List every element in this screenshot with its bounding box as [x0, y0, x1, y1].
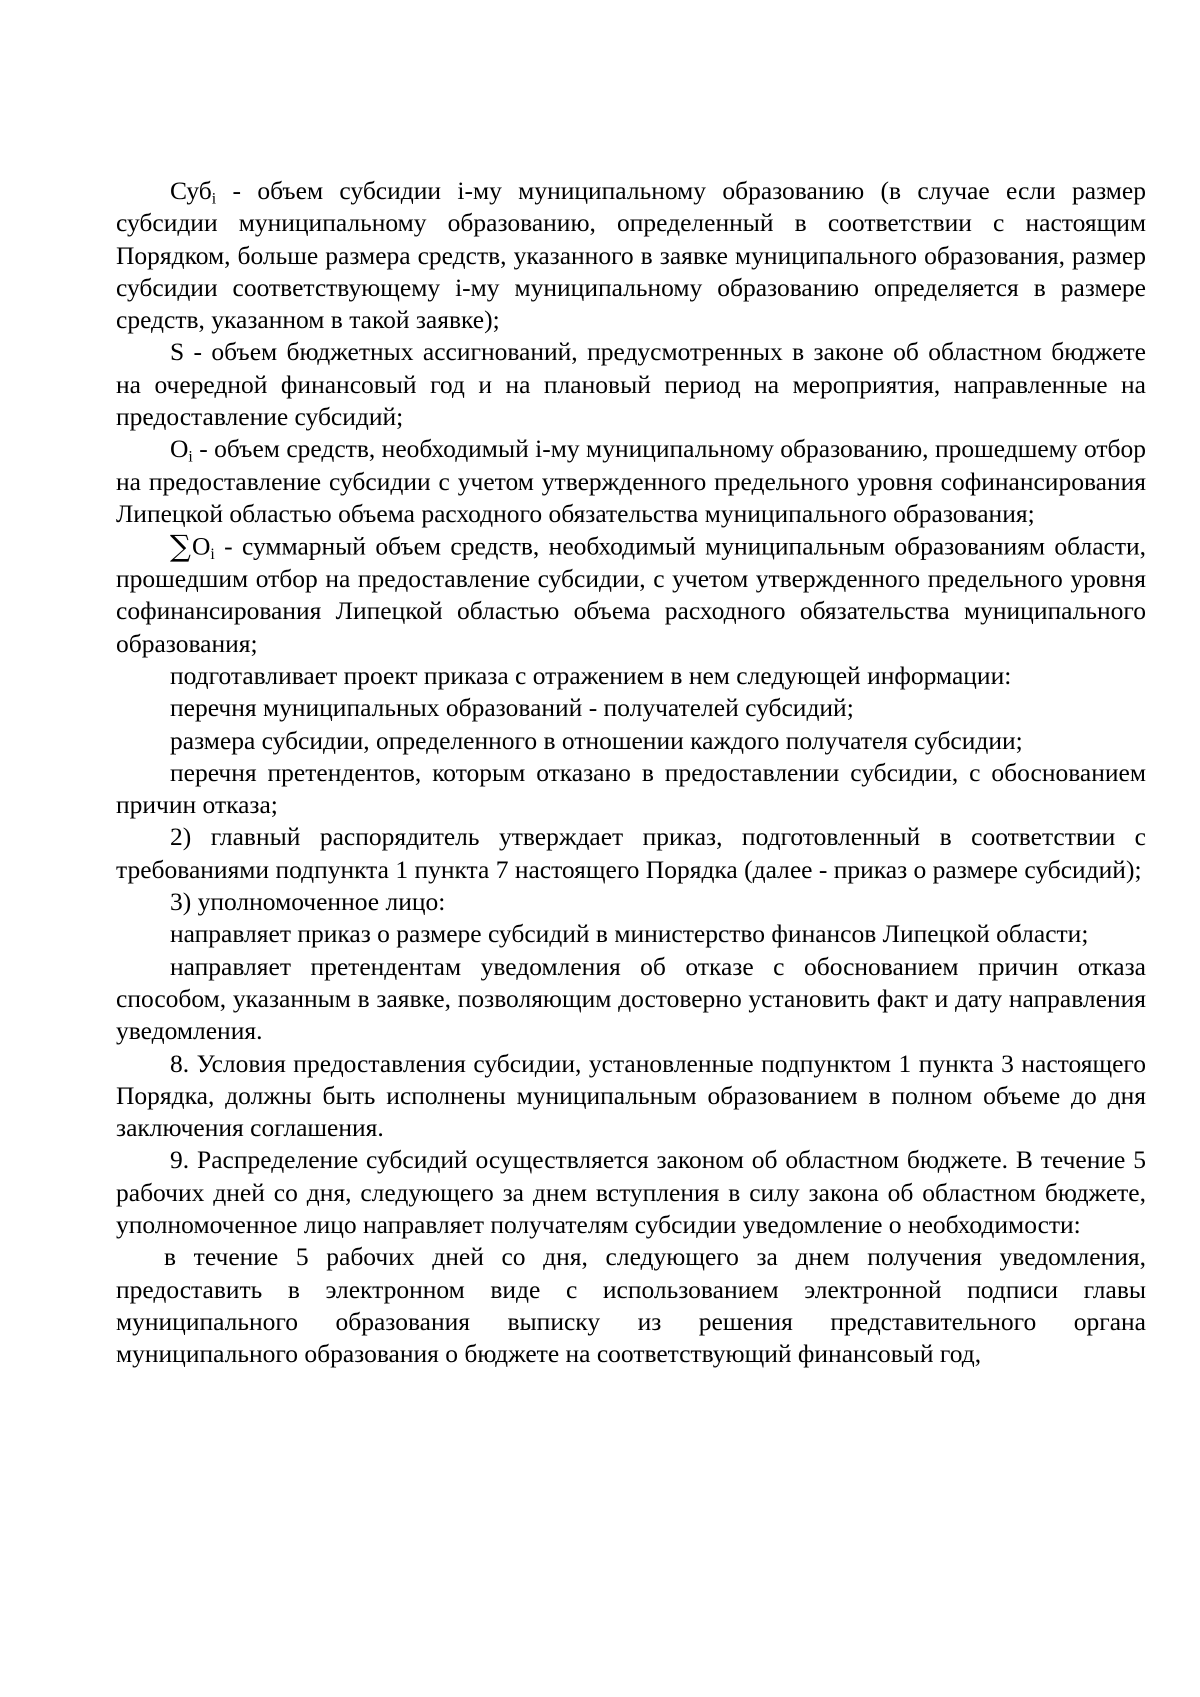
paragraph-list-municipalities: перечня муниципальных образований - получателей субсидий; [170, 693, 854, 723]
paragraph-sends-notifications: направляет претендентам уведомления об отказе с обоснованием причин отказа способом, указанным в заявке, позволяющим достоверно установить факт и дату направления уведомления. [116, 951, 1146, 1046]
paragraph-o-i-definition [116, 433, 1146, 530]
sum-symbol: ∑ [170, 529, 191, 564]
paragraph-item-3: 3) уполномоченное лицо: [170, 887, 446, 917]
paragraph-rejected-applicants: перечня претендентов, которым отказано в предоставлении субсидии, с обоснованием причин отказа; [116, 757, 1146, 820]
paragraph-sends-order: направляет приказ о размере субсидий в министерство финансов Липецкой области; [170, 919, 1089, 949]
paragraph-item-2: 2) главный распорядитель утверждает приказ, подготовленный в соответствии с требованиями подпункта 1 пункта 7 настоящего Порядка (далее - приказ о размере субсидий); [116, 822, 1146, 884]
formula-subscript: i [210, 546, 215, 564]
paragraph-subsidy-size: размера субсидии, определенного в отношении каждого получателя субсидии; [170, 725, 1023, 755]
formula-variable: O [170, 434, 189, 464]
formula-subscript: i [188, 448, 193, 466]
paragraph-within-5-days: в течение 5 рабочих дней со дня, следующего за днем получения уведомления, предоставить в электронном виде с использованием электронной подписи главы муниципального образования выписку из решения представительного органа муниципального образования о бюджете на соответствующий финансовый год, [116, 1242, 1146, 1369]
paragraph-text: - суммарный объем средств, необходимый муниципальным образованиям области, прошедшим отбор на предоставление субсидии, с учетом утвержденного предельного уровня софинансирования Липецкой областью объема расходного обязательства муниципального образования; [116, 531, 1146, 658]
document-body [116, 175, 1146, 1371]
paragraph-s-definition: S - объем бюджетных ассигнований, предусмотренных в законе об областном бюджете на очередной финансовый год и на плановый период на мероприятия, направленные на предоставление субсидий; [116, 337, 1146, 432]
paragraph-text: - объем средств, необходимый i-му муниципальному образованию, прошедшему отбор на предоставление субсидии с учетом утвержденного предельного уровня софинансирования Липецкой областью объема расходного обязательства муниципального образования; [116, 434, 1146, 528]
paragraph-text: - объем субсидии i-му муниципальному образованию (в случае если размер субсидии муниципальному образованию, определенный в соответствии с настоящим Порядком, больше размера средств, указанного в заявке муниципального образования, размер субсидии соответствующему i-му муниципальному образованию определяется в размере средств, указанном в такой заявке); [116, 176, 1146, 335]
paragraph-item-8: 8. Условия предоставления субсидии, установленные подпунктом 1 пункта 3 настоящего Порядка, должны быть исполнены муниципальным образованием в полном объеме до дня заключения соглашения. [116, 1048, 1146, 1143]
paragraph-sub-i-definition [116, 175, 1146, 336]
formula-subscript: i [211, 190, 217, 208]
paragraph-item-9: 9. Распределение субсидий осуществляется законом об областном бюджете. В течение 5 рабочих дней со дня, следующего за днем вступления в силу закона об областном бюджете, уполномоченное лицо направляет получателям субсидии уведомление о необходимости: [116, 1145, 1146, 1240]
formula-variable: O [191, 531, 211, 561]
paragraph-sum-o-i-definition [116, 530, 1146, 660]
paragraph-prepares-order: подготавливает проект приказа с отражением в нем следующей информации: [170, 661, 1012, 690]
formula-variable: Суб [170, 176, 212, 205]
